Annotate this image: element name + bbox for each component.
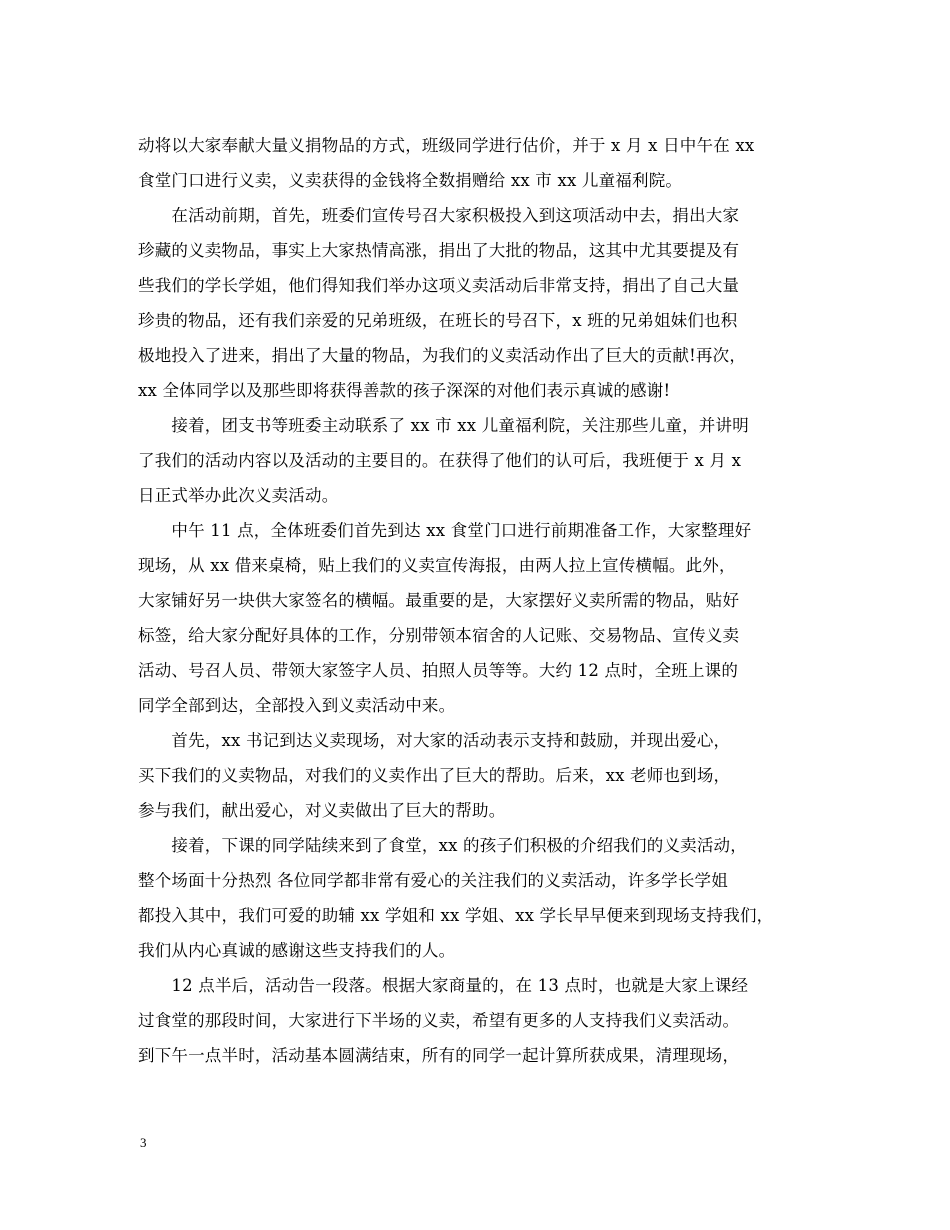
text-line: 珍贵的物品，还有我们亲爱的兄弟班级，在班长的号召下，x 班的兄弟姐妹们也积 [138,311,738,330]
text-line: 在活动前期，首先，班委们宣传号召大家积极投入到这项活动中去，捐出大家 [138,206,740,225]
text-line: 中午 11 点，全体班委们首先到达 xx 食堂门口进行前期准备工作，大家整理好 [138,521,752,540]
text-line: 些我们的学长学姐，他们得知我们举办这项义卖活动后非常支持，捐出了自己大量 [138,276,740,295]
text-line: 珍藏的义卖物品，事实上大家热情高涨，捐出了大批的物品，这其中尤其要提及有 [138,241,740,260]
text-line: xx 全体同学以及那些即将获得善款的孩子深深的对他们表示真诚的感谢! [138,381,671,400]
text-line: 我们从内心真诚的感谢这些支持我们的人。 [138,941,456,960]
text-line: 标签，给大家分配好具体的工作，分别带领本宿舍的人记账、交易物品、宣传义卖 [138,626,740,645]
text-line: 首先，xx 书记到达义卖现场，对大家的活动表示支持和鼓励，并现出爱心， [138,731,731,750]
text-line: 大家铺好另一块供大家签名的横幅。最重要的是，大家摆好义卖所需的物品，贴好 [138,591,740,610]
text-line: 整个场面十分热烈 各位同学都非常有爱心的关注我们的义卖活动，许多学长学姐 [138,871,728,890]
text-line: 接着，下课的同学陆续来到了食堂，xx 的孩子们积极的介绍我们的义卖活动， [138,836,747,855]
text-line: 食堂门口进行义卖，义卖获得的金钱将全数捐赠给 xx 市 xx 儿童福利院。 [138,171,683,190]
text-line: 日正式举办此次义卖活动。 [138,486,339,505]
text-line: 极地投入了进来，捐出了大量的物品，为我们的义卖活动作出了巨大的贡献!再次， [138,346,747,365]
text-line: 都投入其中，我们可爱的助辅 xx 学姐和 xx 学姐、xx 学长早早便来到现场支持我们， [138,906,774,925]
text-line: 现场，从 xx 借来桌椅，贴上我们的义卖宣传海报，由两人拉上宣传横幅。此外， [138,556,736,575]
text-line: 动将以大家奉献大量义捐物品的方式，班级同学进行估价，并于 x 月 x 日中午在 xx [138,136,755,155]
text-line: 了我们的活动内容以及活动的主要目的。在获得了他们的认可后，我班便于 x 月 x [138,451,742,470]
text-line: 买下我们的义卖物品，对我们的义卖作出了巨大的帮助。后来，xx 老师也到场， [138,766,731,785]
text-line: 到下午一点半时，活动基本圆满结束，所有的同学一起计算所获成果，清理现场， [138,1046,740,1065]
text-line: 接着，团支书等班委主动联系了 xx 市 xx 儿童福利院，关注那些儿童，并讲明 [138,416,749,435]
text-line: 12 点半后，活动告一段落。根据大家商量的，在 13 点时，也就是大家上课经 [138,976,749,995]
text-line: 活动、号召人员、带领大家签字人员、拍照人员等等。大约 12 点时，全班上课的 [138,661,739,680]
page-number: 3 [140,1135,147,1150]
text-line: 同学全部到达，全部投入到义卖活动中来。 [138,696,456,715]
text-line: 过食堂的那段时间，大家进行下半场的义卖，希望有更多的人支持我们义卖活动。 [138,1011,740,1030]
document-body [138,128,838,1073]
text-line: 参与我们，献出爱心，对义卖做出了巨大的帮助。 [138,801,506,820]
